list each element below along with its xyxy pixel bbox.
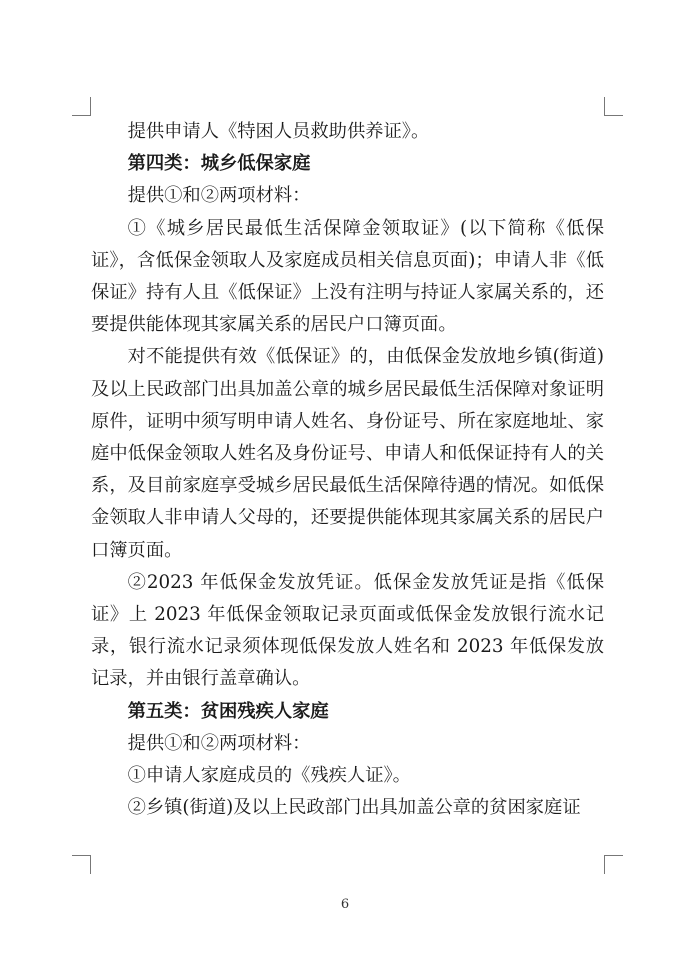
paragraph-item-1: ①《城乡居民最低生活保障金领取证》(以下简称《低保证》，含低保金领取人及家庭成员相关信息页面)；申请人非《低保证》持有人且《低保证》上没有注明与持证人家属关系的，还要提供能体现其家属关系的居民户口簿页面。 <box>91 217 604 336</box>
corner-mark-top-left <box>72 97 91 116</box>
page-number: 6 <box>340 897 350 912</box>
paragraph-poverty-cert: ②乡镇(街道)及以上民政部门出具加盖公章的贫困家庭证 <box>127 797 581 819</box>
corner-mark-bottom-left <box>72 855 91 874</box>
corner-mark-top-right <box>604 97 623 116</box>
section-heading-category-5: 第五类：贫困残疾人家庭 <box>127 700 329 722</box>
paragraph-alternative-proof: 对不能提供有效《低保证》的，由低保金发放地乡镇(街道)及以上民政部门出具加盖公章的城乡居民最低生活保障对象证明原件，证明中须写明申请人姓名、身份证号、所在家庭地址、家庭中低保金领取人姓名及身份证号、申请人和低保证持有人的关系，及目前家庭享受城乡居民最低生活保障待遇的情况。如低保金领取人非申请人父母的，还要提供能体现其家属关系的居民户口簿页面。 <box>91 346 604 561</box>
paragraph-item-2: ②2023 年低保金发放凭证。低保金发放凭证是指《低保证》上 2023 年低保金领取记录页面或低保金发放银行流水记录，银行流水记录须体现低保发放人姓名和 2023 年低保发放记录，并由银行盖章确认。 <box>91 571 604 690</box>
document-body <box>91 116 604 824</box>
paragraph-disability-cert: ①申请人家庭成员的《残疾人证》。 <box>127 765 411 787</box>
corner-mark-bottom-right <box>604 855 623 874</box>
paragraph-certificate: 提供申请人《特困人员救助供养证》。 <box>127 121 430 142</box>
paragraph-materials-intro: 提供①和②两项材料： <box>127 185 311 207</box>
paragraph-materials-intro-2: 提供①和②两项材料： <box>127 732 311 754</box>
section-heading-category-4: 第四类：城乡低保家庭 <box>127 153 311 175</box>
